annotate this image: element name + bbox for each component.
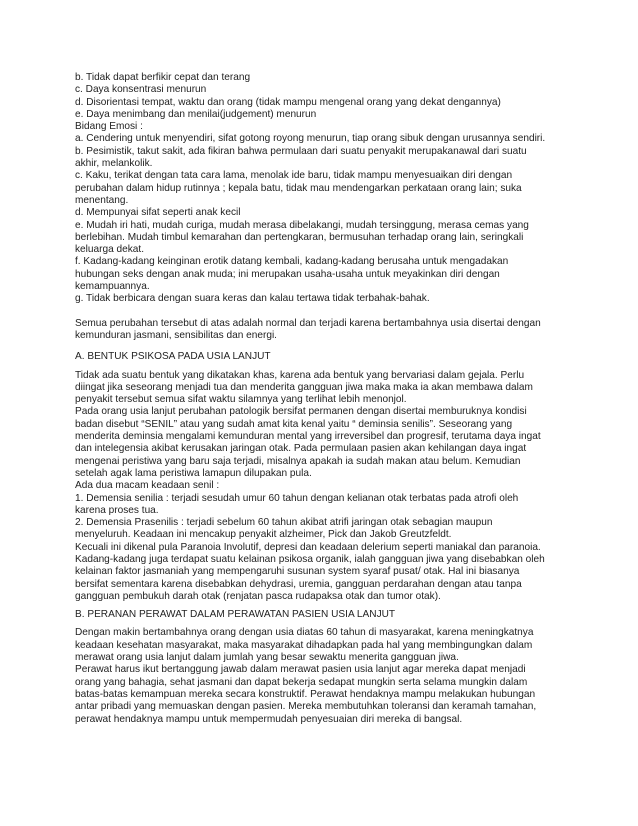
document-page: [75, 72, 565, 726]
text-line: hubungan seks dengan anak muda; ini merupakan usaha-usaha untuk meyakinkan diri dengan: [75, 268, 500, 280]
text-line: antar pribadi yang memuaskan dengan pasien. Mereka membutuhkan toleransi dan keramah tamahan,: [75, 701, 537, 713]
text-line: penyakit tersebut semua sifat waktu silamnya yang terlihat lebih menonjol.: [75, 394, 407, 406]
text-line: Perawat harus ikut bertanggung jawab dalam merawat pasien usia lanjut agar mereka dapat menjadi: [75, 664, 526, 676]
text-line: dan intelegensia akibat kerusakan jaringan otak. Pada permulaan pasien akan kehilangan daya ingat: [75, 443, 527, 455]
text-line: Bidang Emosi :: [75, 121, 143, 133]
text-line: perubahan dalam hidup rutinnya ; kepala batu, tidak mau mendengarkan perkataan orang lain; suka: [75, 182, 522, 194]
text-line: b. Tidak dapat berfikir cepat dan terang: [75, 72, 251, 83]
text-line: a. Cendering untuk menyendiri, sifat gotong royong menurun, tiap orang sibuk dengan urusannya sendiri.: [75, 133, 546, 145]
text-line: c. Daya konsentrasi menurun: [75, 84, 207, 96]
text-line: kemunduran jasmani, sensibilitas dan energi.: [75, 329, 277, 341]
text-line: e. Mudah iri hati, mudah curiga, mudah merasa dibelakangi, mudah tersinggung, merasa cemas yang: [75, 219, 529, 231]
text-line: Dengan makin bertambahnya orang dengan usia diatas 60 tahun di masyarakat, karena meningkatnya: [75, 627, 534, 639]
text-line: perawat hendaknya mampu untuk mempermudah penyesuaian diri mereka di bangsal.: [75, 713, 463, 725]
section-a-heading: A. BENTUK PSIKOSA PADA USIA LANJUT: [75, 351, 271, 363]
text-line: f. Kadang-kadang keinginan erotik datang kembali, kadang-kadang berusaha untuk mengadakan: [75, 256, 509, 268]
text-line: 2. Demensia Prasenilis : terjadi sebelum 60 tahun akibat atrifi jaringan otak sebagian maupun: [75, 517, 493, 529]
text-line: Kadang-kadang juga terdapat suatu kelainan psikosa organik, ialah gangguan jiwa yang disebabkan oleh: [75, 553, 545, 565]
text-line: e. Daya menimbang dan menilai(judgement) menurun: [75, 108, 317, 120]
text-line: menyeluruh. Keadaan ini mencakup penyakit alzheimer, Pick dan Jakob Greutzfeldt.: [75, 529, 452, 541]
text-line: g. Tidak berbicara dengan suara keras dan kalau tertawa tidak terbahak-bahak.: [75, 293, 430, 305]
text-line: 1. Demensia senilia : terjadi sesudah umur 60 tahun dengan kelianan otak terbatas pada atrofi oleh: [75, 492, 519, 504]
text-line: setelah agak lama peristiwa lamapun dilupakan pula.: [75, 467, 312, 479]
text-line: d. Disorientasi tempat, waktu dan orang (tidak mampu mengenal orang yang dekat dengannya): [75, 96, 501, 108]
text-line: badan disebut “SENIL” atau yang sudah amat kita kenal yaitu “ deminsia senilis”. Seseorang yang: [75, 418, 513, 430]
text-line: berlebihan. Mudah timbul kemarahan dan pertengkaran, bermusuhan terhadap orang lain, seringkali: [75, 231, 524, 243]
text-line: Ada dua macam keadaan senil :: [75, 480, 220, 492]
text-line: Pada orang usia lanjut perubahan patologik bersifat permanen dengan disertai memburuknya kondisi: [75, 406, 527, 418]
section-a-body: [75, 370, 565, 604]
summary-paragraph: [75, 318, 565, 343]
text-line: orang yang bahagia, sehat jasmani dan dapat bekerja sedapat mungkin serta selama mungkin dalam: [75, 676, 528, 688]
text-line: menentang.: [75, 194, 129, 206]
text-line: karena proses tua.: [75, 504, 159, 516]
text-line: Kecuali ini dikenal pula Paranoia Involutif, depresi dan keadaan delerium seperti maniakal dan paranoia.: [75, 541, 541, 553]
text-line: bersifat sementara karena disebabkan dehydrasi, uremia, gangguan perdarahan dengan atau tanpa: [75, 578, 522, 590]
section-b-heading: B. PERANAN PERAWAT DALAM PERAWATAN PASIEN USIA LANJUT: [75, 609, 396, 621]
text-line: Tidak ada suatu bentuk yang dikatakan khas, karena ada bentuk yang bervariasi dalam gejala. Perlu: [75, 369, 525, 381]
text-line: mengenai peristiwa yang baru saja terjadi, misalnya apakah ia sudah makan atau belum. Kemudian: [75, 455, 521, 467]
text-line: kemampuannya.: [75, 281, 150, 293]
text-line: c. Kaku, terikat dengan tata cara lama, menolak ide baru, tidak mampu menyesuaikan diri dengan: [75, 170, 513, 182]
text-line: batas-batas kemampuan mereka secara konstruktif. Perawat hendaknya mampu melakukan hubungan: [75, 688, 536, 700]
text-line: Semua perubahan tersebut di atas adalah normal dan terjadi karena bertambahnya usia disertai dengan: [75, 317, 541, 329]
text-line: gangguan pembukuh darah otak (renjatan pasca rudapaksa otak dan tumor otak).: [75, 590, 441, 602]
text-line: merawat orang usia lanjut dalam jumlah yang besar sewaktu menerita gangguan jiwa.: [75, 652, 459, 664]
text-line: diingat jika seseorang menjadi tua dan menderita gangguan jiwa maka maka ia akan membawa dalam: [75, 381, 533, 393]
text-line: b. Pesimistik, takut sakit, ada fikiran bahwa permulaan dari suatu penyakit merupakanawal dari suatu: [75, 145, 527, 157]
text-line: d. Mempunyai sifat seperti anak kecil: [75, 207, 241, 219]
text-line: keadaan kesehatan masyarakat, maka masyarakat dihadapkan pada hal yang membingungkan dalam: [75, 639, 533, 651]
text-line: keluarga dekat.: [75, 244, 145, 256]
intro-block: [75, 72, 565, 306]
section-b-body: [75, 627, 565, 725]
text-line: kelainan faktor jasmaniah yang mempengaruhi susunan system syaraf pusat/ otak. Hal ini biasanya: [75, 566, 520, 578]
text-line: menderita deminsia mengalami kemunduran mental yang irreversibel dan progresif, terutama daya ingat: [75, 431, 541, 443]
text-line: akhir, melankolik.: [75, 158, 153, 170]
